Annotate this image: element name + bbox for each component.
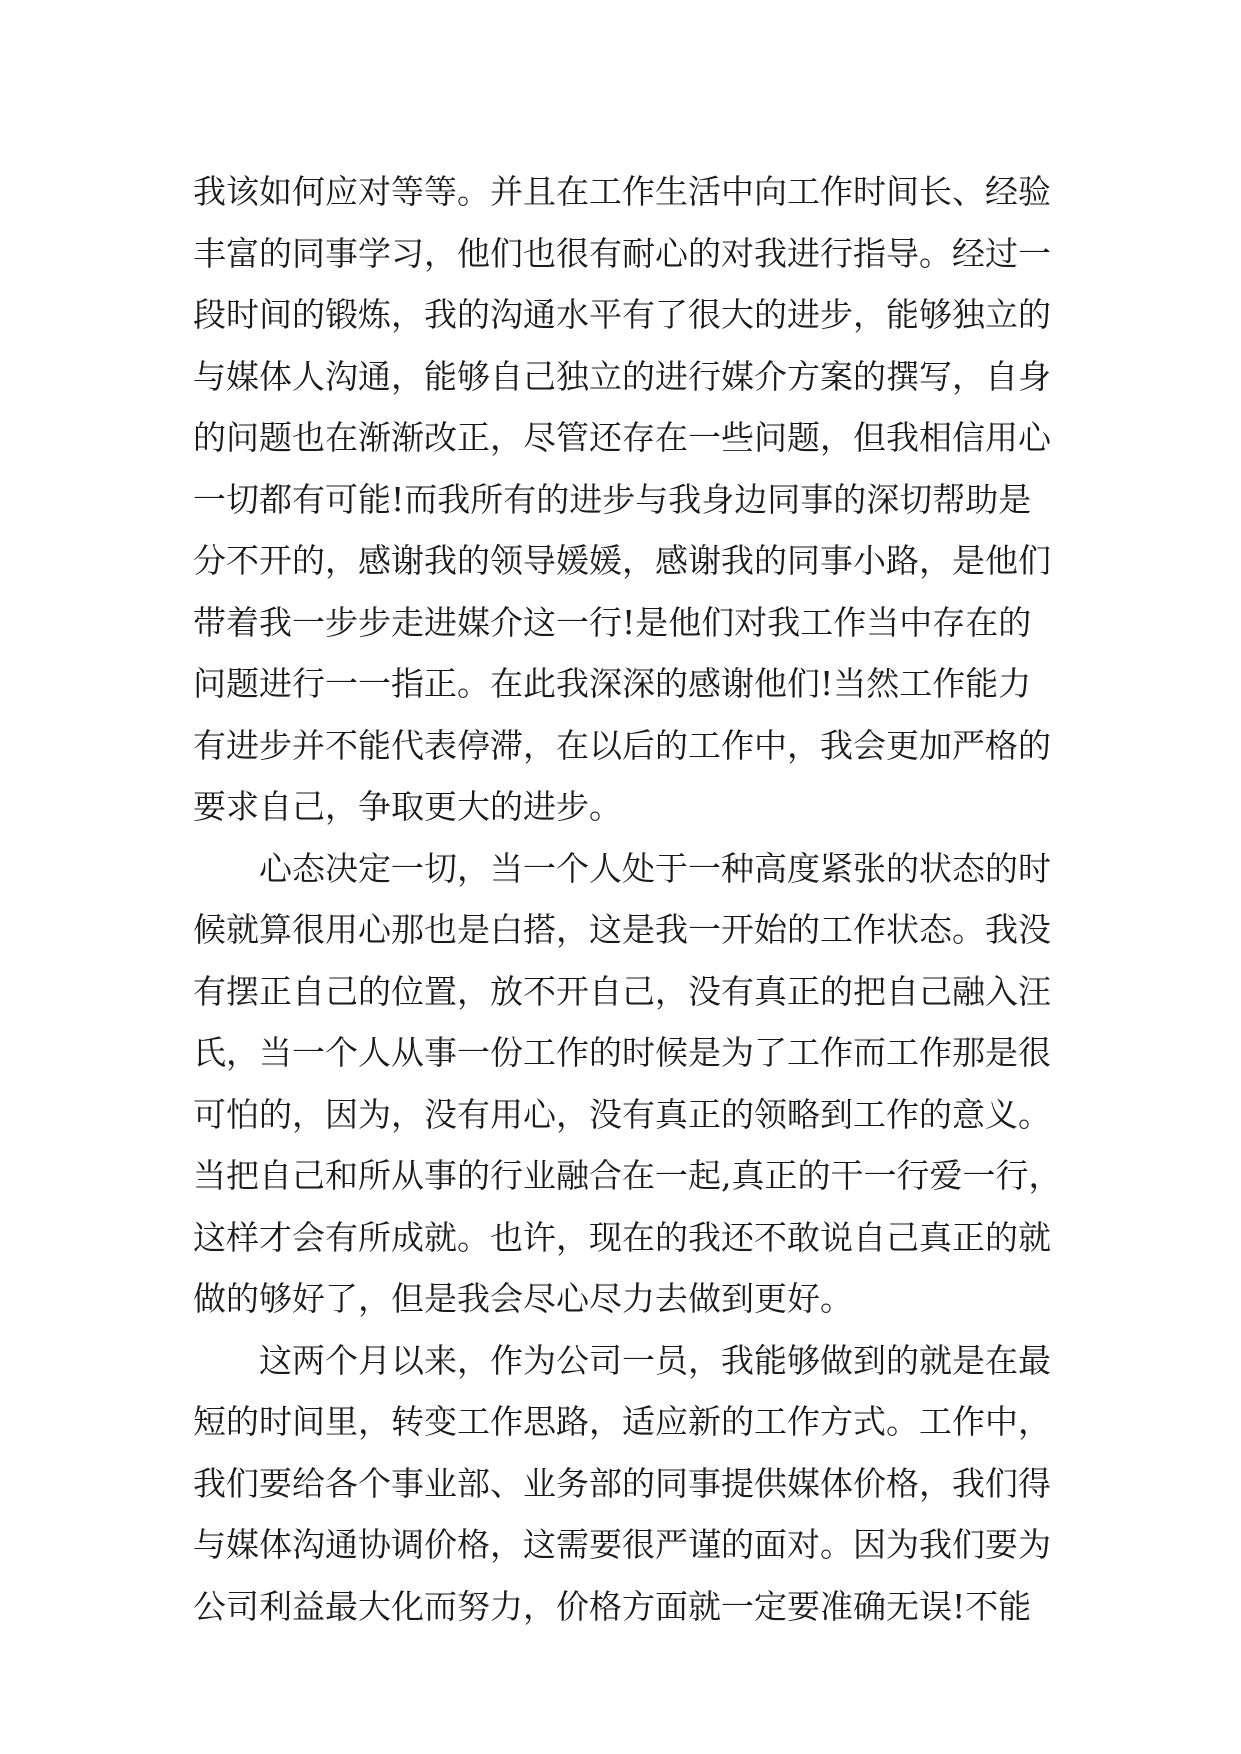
text-line: 做的够好了，但是我会尽心尽力去做到更好。: [193, 1279, 853, 1318]
text-line: 有进步并不能代表停滞，在以后的工作中，我会更加严格的: [193, 725, 1051, 765]
text-line: 的问题也在渐渐改正，尽管还存在一些问题，但我相信用心: [193, 418, 1051, 457]
paragraph-first-line: 心态决定一切，当一个人处于一种高度紧张的状态的时: [259, 848, 1051, 888]
body-text: [193, 161, 1073, 1637]
text-line: 要求自己，争取更大的进步。: [193, 787, 622, 826]
text-line: 问题进行一一指正。在此我深深的感谢他们!当然工作能力: [193, 664, 1032, 703]
text-line: 分不开的，感谢我的领导媛媛，感谢我的同事小路，是他们: [193, 541, 1051, 580]
paragraph-first-line: 这两个月以来，作为公司一员，我能够做到的就是在最: [259, 1340, 1051, 1380]
text-line: 带着我一步步走进媒介这一行!是他们对我工作当中存在的: [193, 602, 1032, 642]
text-line: 与媒体人沟通，能够自己独立的进行媒介方案的撰写，自身: [193, 356, 1051, 396]
text-line: 一切都有可能!而我所有的进步与我身边同事的深切帮助是: [193, 479, 1032, 519]
text-line: 段时间的锻炼，我的沟通水平有了很大的进步，能够独立的: [193, 295, 1051, 334]
text-line: 氏，当一个人从事一份工作的时候是为了工作而工作那是很: [193, 1033, 1051, 1072]
text-line: 候就算很用心那也是白搭，这是我一开始的工作状态。我没: [193, 910, 1051, 949]
text-line: 公司利益最大化而努力，价格方面就一定要准确无误!不能: [193, 1586, 1032, 1626]
text-line: 我们要给各个事业部、业务部的同事提供媒体价格，我们得: [193, 1463, 1051, 1503]
text-line: 当把自己和所从事的行业融合在一起,真正的干一行爱一行，: [193, 1156, 1062, 1195]
text-line: 我该如何应对等等。并且在工作生活中向工作时间长、经验: [193, 172, 1051, 211]
text-line: 短的时间里，转变工作思路，适应新的工作方式。工作中，: [193, 1402, 1051, 1441]
text-line: 丰富的同事学习，他们也很有耐心的对我进行指导。经过一: [193, 233, 1051, 273]
text-line: 有摆正自己的位置，放不开自己，没有真正的把自己融入汪: [193, 971, 1051, 1011]
text-line: 与媒体沟通协调价格，这需要很严谨的面对。因为我们要为: [193, 1525, 1051, 1564]
text-line: 可怕的，因为，没有用心，没有真正的领略到工作的意义。: [193, 1094, 1051, 1134]
text-line: 这样才会有所成就。也许，现在的我还不敢说自己真正的就: [193, 1217, 1051, 1257]
